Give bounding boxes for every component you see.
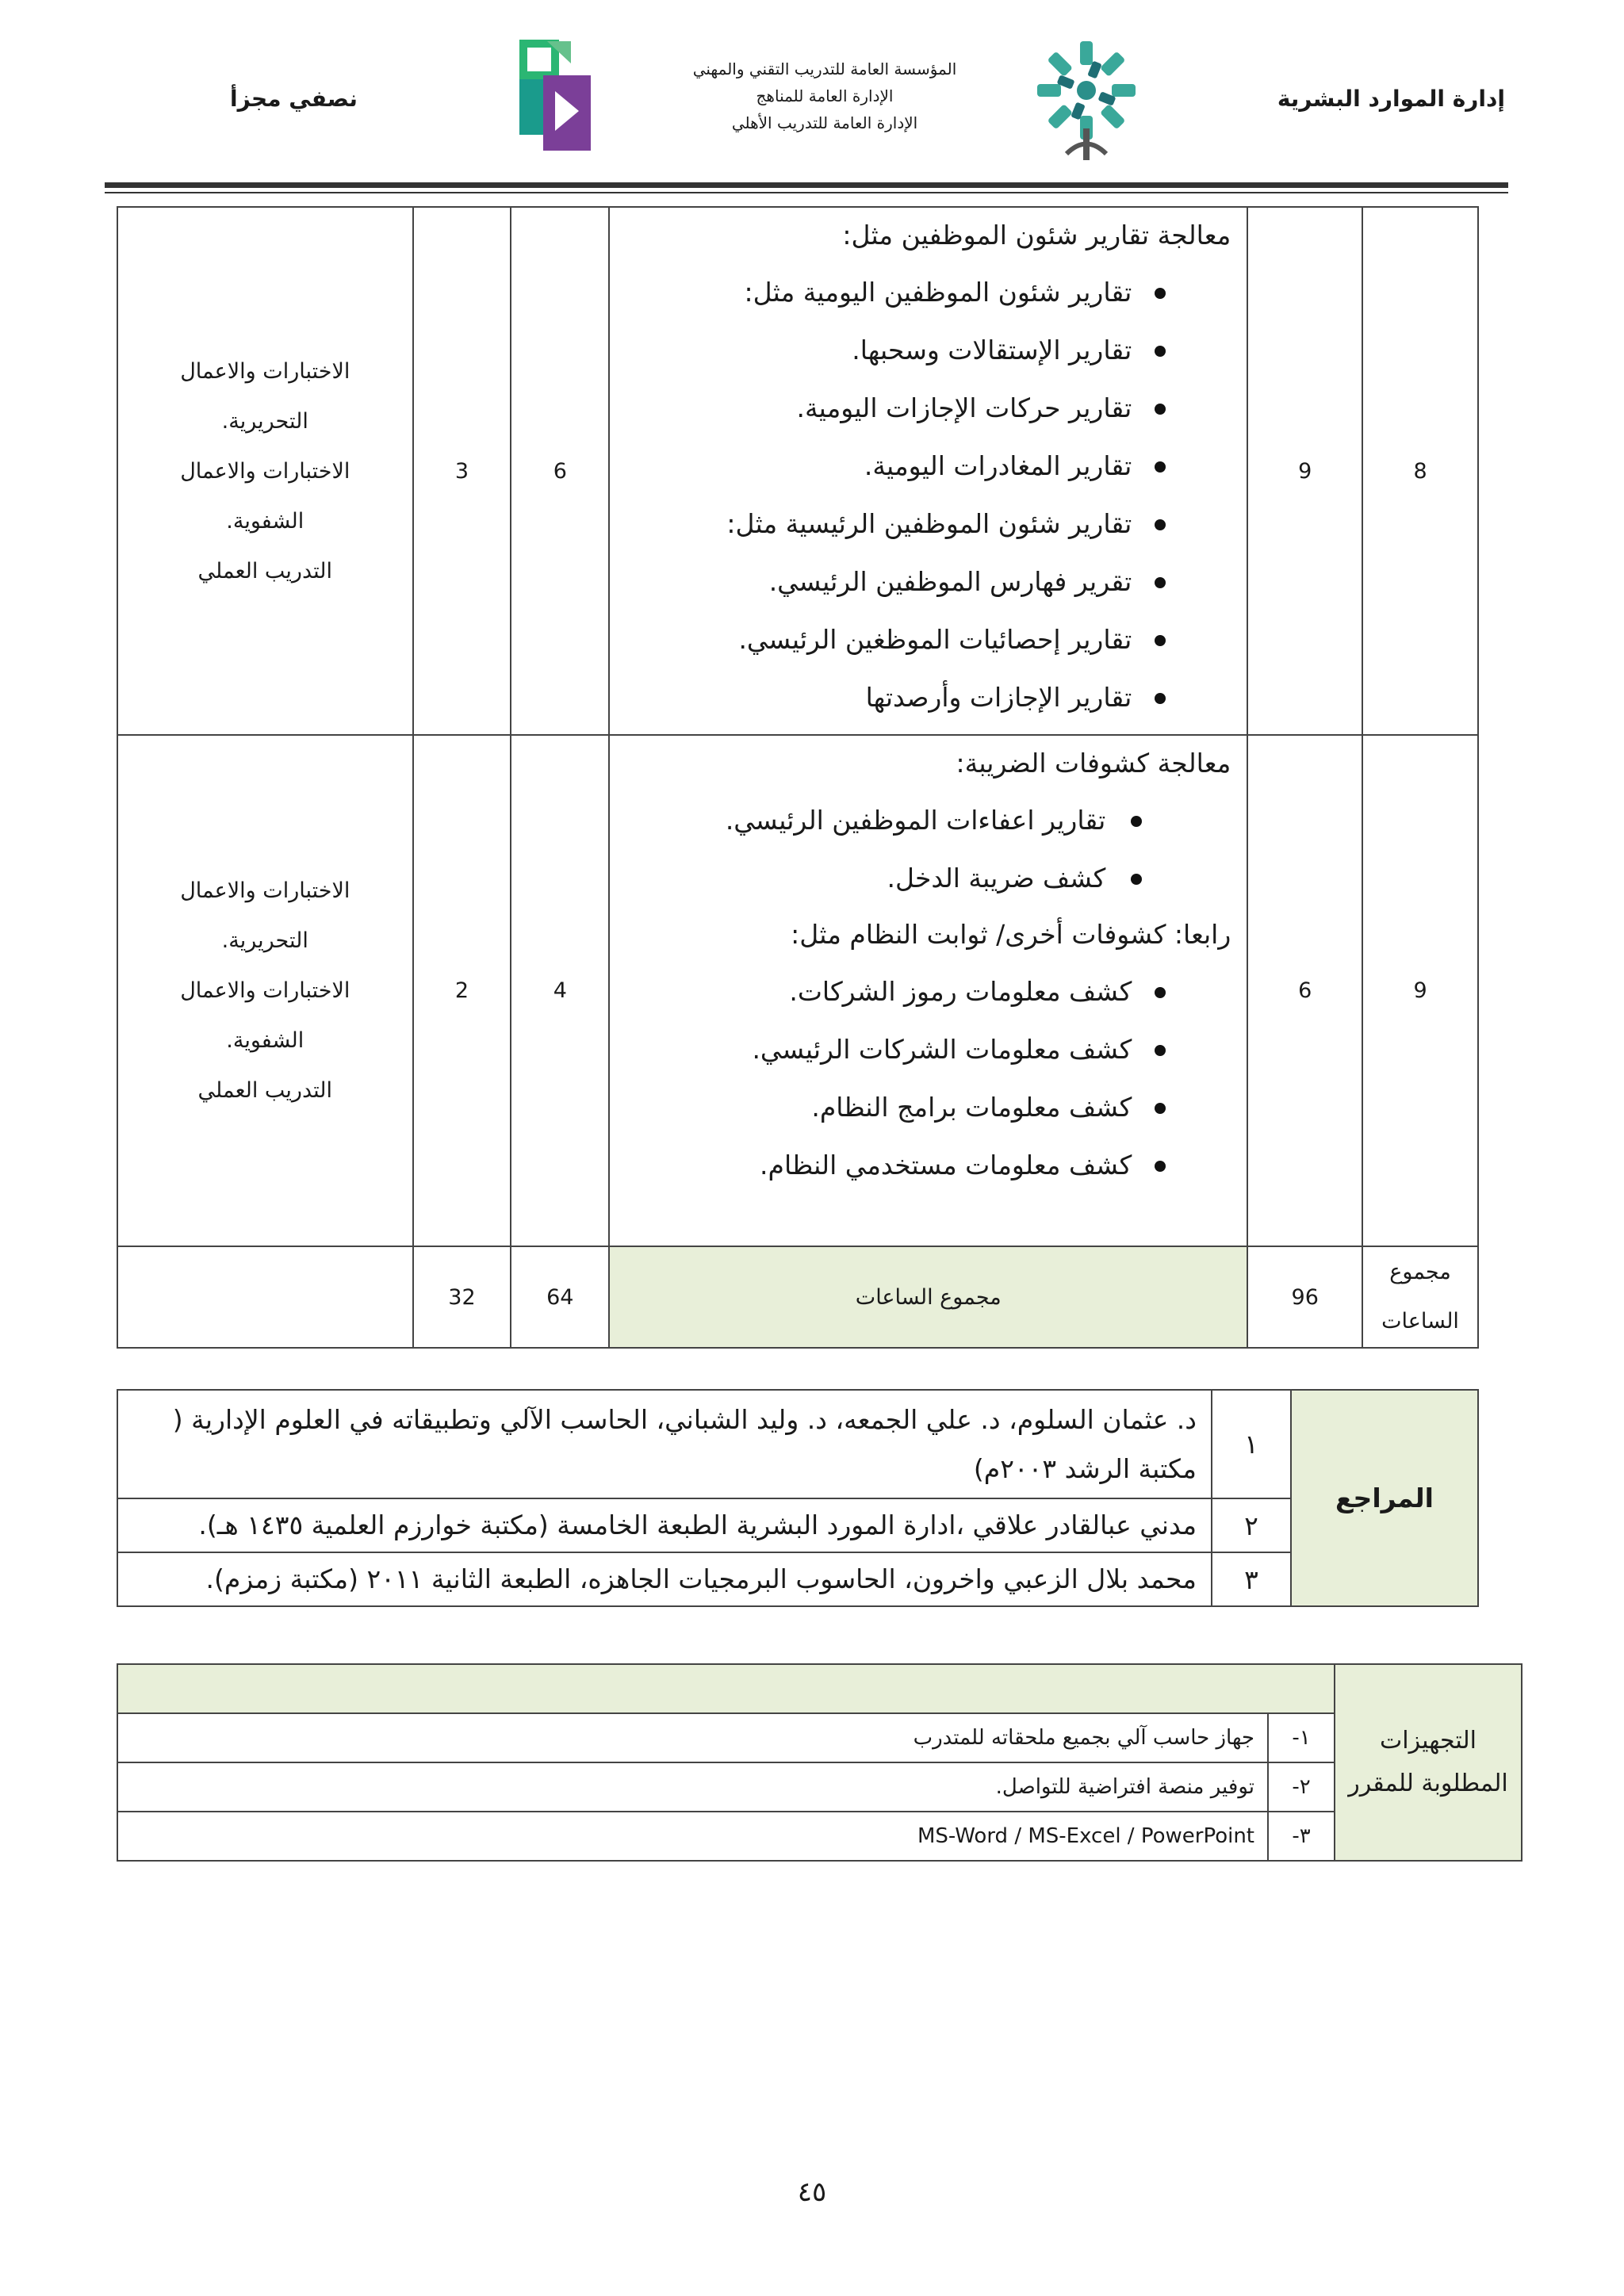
- list-item: تقارير إحصائيات الموظغين الرئيسي.: [626, 610, 1231, 668]
- page-number: ٤٥: [797, 2176, 827, 2208]
- equipment-header: [117, 1664, 1335, 1713]
- bullet-icon: [1155, 1045, 1166, 1056]
- exam-type-title: نصفي مجزأ: [230, 86, 358, 112]
- table-row: [117, 1762, 1522, 1812]
- bullet-icon: [1155, 519, 1166, 530]
- organization-block: [666, 55, 983, 136]
- totals-hours: 96: [1247, 1246, 1362, 1348]
- bullet-icon: [1131, 816, 1142, 827]
- reference-text: محمد بلال الزعبي واخرون، الحاسوب البرمجيات الجاهزه، الطبعة الثانية ٢٠١١ (مكتبة زمزم).: [117, 1552, 1212, 1606]
- tvtc-star-logo-icon: [1031, 35, 1142, 170]
- unit-number: 9: [1362, 735, 1478, 1246]
- unit-subheading: رابعا: كشوفات أخرى/ ثوابت النظام مثل:: [791, 919, 1231, 950]
- list-item: كشف معلومات الشركات الرئيسي.: [626, 1020, 1231, 1078]
- references-label: المراجع: [1291, 1390, 1478, 1606]
- org-line-2: الإدارة العامة للمناهج: [756, 86, 894, 105]
- topic-list: [626, 263, 1231, 726]
- bullet-icon: [1155, 346, 1166, 357]
- org-line-3: الإدارة العامة للتدريب الأهلي: [731, 113, 918, 132]
- table-row: [117, 735, 1478, 1246]
- header-rule-thin: [105, 192, 1508, 193]
- bullet-icon: [1155, 288, 1166, 299]
- practical-hours: 4: [511, 735, 609, 1246]
- vision-2030-logo-icon: [511, 32, 599, 159]
- reference-number: ٣: [1212, 1552, 1291, 1606]
- bullet-icon: [1155, 693, 1166, 704]
- list-item: تقارير الإجازات وأرصدتها: [626, 668, 1231, 726]
- list-item: تقارير المغادرات اليومية.: [626, 437, 1231, 495]
- theory-hours: 3: [413, 207, 511, 735]
- list-item: تقارير الإستقالات وسحبها.: [626, 321, 1231, 379]
- units-table: [117, 206, 1479, 1349]
- reference-text: د. عثمان السلوم، د. علي الجمعه، د. وليد الشباني، الحاسب الآلي وتطبيقاته في العلوم الإدارية ( مكتبة الرشد ٢٠٠٣م): [117, 1390, 1212, 1498]
- equipment-text: توفير منصة افتراضية للتواصل.: [117, 1762, 1268, 1812]
- equipment-number: ٣-: [1268, 1812, 1335, 1861]
- theory-hours: 2: [413, 735, 511, 1246]
- list-item: تقرير فهارس الموظفين الرئيسي.: [626, 553, 1231, 610]
- list-item: تقارير اعفاءات الموظفين الرئيسي.: [626, 791, 1231, 849]
- totals-assessment: [117, 1246, 413, 1348]
- reference-number: ١: [1212, 1390, 1291, 1498]
- unit-heading: معالجة تقارير شئون الموظفين مثل:: [842, 220, 1231, 251]
- reference-number: ٢: [1212, 1498, 1291, 1552]
- list-item: كشف معلومات رموز الشركات.: [626, 962, 1231, 1020]
- equipment-number: ١-: [1268, 1713, 1335, 1762]
- equipment-table: [117, 1663, 1522, 1862]
- totals-practical: 64: [511, 1246, 609, 1348]
- unit-content: [609, 207, 1247, 735]
- list-item: تقارير شئون الموظفين الرئيسية مثل:: [626, 495, 1231, 553]
- equipment-text: MS-Word / MS-Excel / PowerPoint: [117, 1812, 1268, 1861]
- unit-heading: معالجة كشوفات الضريبة:: [956, 748, 1231, 779]
- bullet-icon: [1155, 404, 1166, 415]
- bullet-icon: [1155, 1103, 1166, 1114]
- total-hours: 9: [1247, 207, 1362, 735]
- list-item: كشف معلومات مستخدمي النظام.: [626, 1136, 1231, 1194]
- list-item: كشف ضريبة الدخل.: [626, 849, 1231, 907]
- bullet-icon: [1155, 577, 1166, 588]
- bullet-icon: [1155, 1161, 1166, 1172]
- list-item: كشف معلومات برامج النظام.: [626, 1078, 1231, 1136]
- totals-label: مجموع الساعات: [1362, 1246, 1478, 1348]
- unit-content: [609, 735, 1247, 1246]
- bullet-icon: [1155, 635, 1166, 646]
- bullet-icon: [1131, 874, 1142, 885]
- totals-row: [117, 1246, 1478, 1348]
- list-item: تقارير شئون الموظفين اليومية مثل:: [626, 263, 1231, 321]
- totals-label-mid: مجموع الساعات: [609, 1246, 1247, 1348]
- topic-list: [626, 791, 1231, 907]
- equipment-label: التجهيزات المطلوبة للمقرر: [1335, 1664, 1522, 1861]
- totals-theory: 32: [413, 1246, 511, 1348]
- table-row: [117, 1552, 1478, 1606]
- table-row: [117, 1390, 1478, 1498]
- table-row: [117, 1498, 1478, 1552]
- bullet-icon: [1155, 461, 1166, 473]
- header-rule: [105, 182, 1508, 188]
- equipment-text: جهاز حاسب آلي بجميع ملحقاته للمتدرب: [117, 1713, 1268, 1762]
- table-row: [117, 207, 1478, 735]
- total-hours: 6: [1247, 735, 1362, 1246]
- reference-text: مدني عبالقادر علاقي ،ادارة المورد البشرية الطبعة الخامسة (مكتبة خوارزم العلمية ١٤٣٥ هـ).: [117, 1498, 1212, 1552]
- list-item: تقارير حركات الإجازات اليومية.: [626, 379, 1231, 437]
- assessment-methods: الاختبارات والاعمال التحريرية. الاختبارات والاعمال الشفوية. التدريب العملي: [117, 735, 413, 1246]
- table-row: [117, 1664, 1522, 1713]
- assessment-methods: الاختبارات والاعمال التحريرية. الاختبارات والاعمال الشفوية. التدريب العملي: [117, 207, 413, 735]
- org-line-1: المؤسسة العامة للتدريب التقني والمهني: [692, 59, 957, 78]
- topic-list: [626, 962, 1231, 1194]
- table-row: [117, 1713, 1522, 1762]
- unit-number: 8: [1362, 207, 1478, 735]
- table-row: [117, 1812, 1522, 1861]
- department-title: إدارة الموارد البشرية: [1277, 86, 1505, 112]
- equipment-number: ٢-: [1268, 1762, 1335, 1812]
- practical-hours: 6: [511, 207, 609, 735]
- bullet-icon: [1155, 987, 1166, 998]
- references-table: [117, 1389, 1479, 1607]
